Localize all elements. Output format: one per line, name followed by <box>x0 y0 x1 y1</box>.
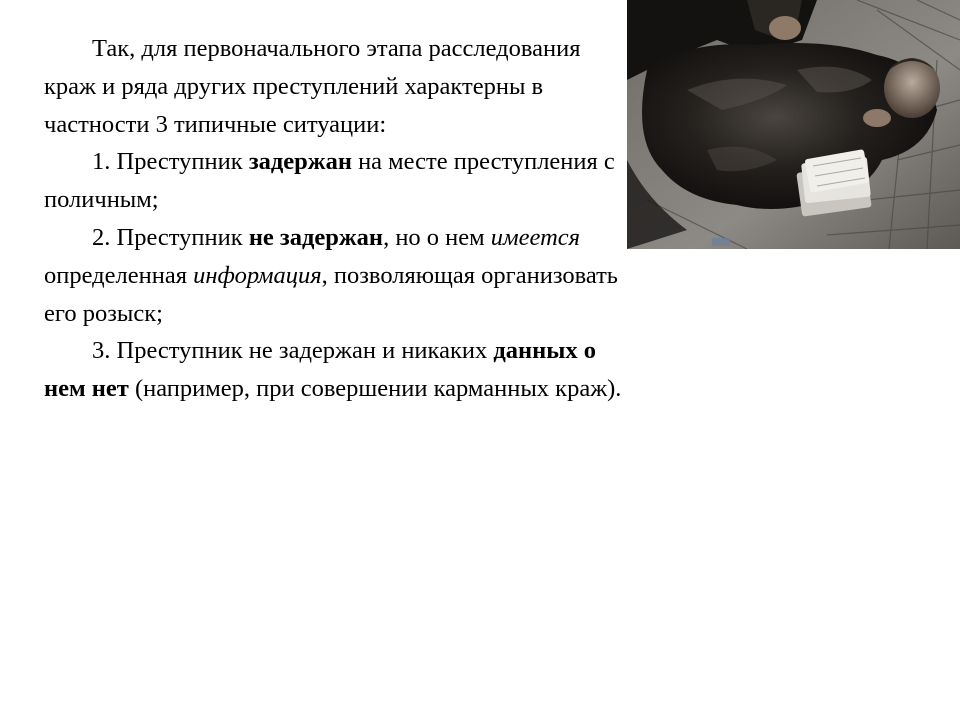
situation-1-text-end: на месте преступления с поличным; <box>44 148 615 214</box>
situation-3 <box>44 332 624 408</box>
arrest-photo <box>627 0 960 249</box>
situation-1-text: 1. Преступник <box>92 148 249 176</box>
situation-2-bold: не задержан <box>248 223 384 251</box>
intro-paragraph <box>44 30 624 143</box>
slide-text <box>44 30 624 408</box>
intro-text: Так, для первоначального этапа расследования краж и ряда других преступлений характерны в частности 3 типичные ситуации: <box>44 35 581 138</box>
situation-3-text-end: (например, при совершении карманных краж). <box>128 375 622 403</box>
situation-2 <box>44 219 624 332</box>
situation-2-text-mid: , но о нем <box>383 223 491 251</box>
situation-1-bold: задержан <box>248 148 352 176</box>
situation-1 <box>44 143 624 219</box>
situation-2-italic-1: имеется <box>490 223 581 251</box>
situation-2-text-mid2: определенная <box>44 261 194 289</box>
situation-2-italic-2: информация <box>193 261 322 289</box>
situation-3-bold: данных о нем нет <box>44 337 596 403</box>
situation-2-text: 2. Преступник <box>92 223 249 251</box>
situation-2-text-end: , позволяющая организовать его розыск; <box>44 261 618 327</box>
situation-3-text: 3. Преступник не задержан и никаких <box>92 337 494 365</box>
